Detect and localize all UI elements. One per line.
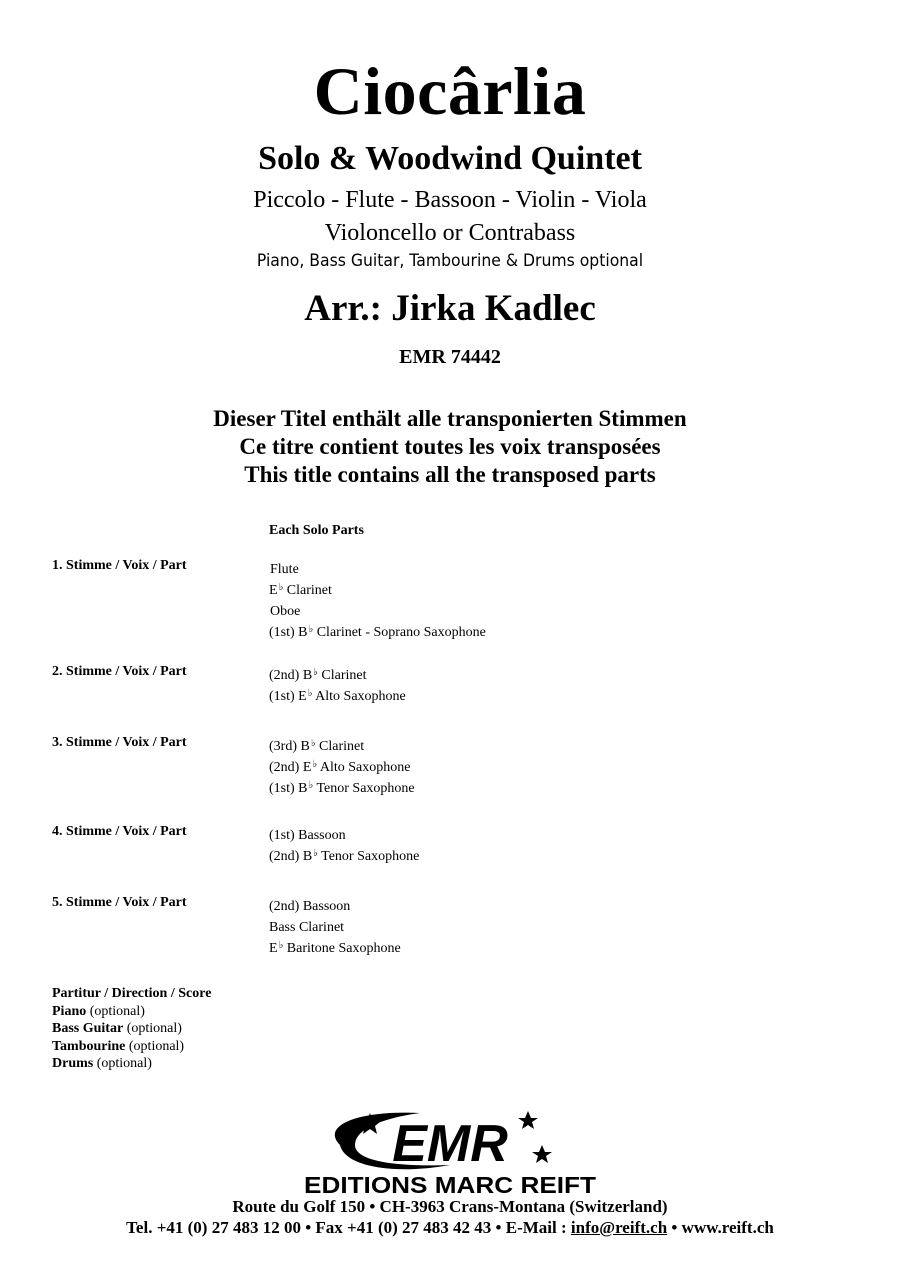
part-label: 2. Stimme / Voix / Part (52, 664, 187, 679)
score-item-drums: Drums (optional) (52, 1056, 152, 1071)
instrument-entry: Bass Clarinet (269, 920, 345, 935)
instrument-entry: (3rd) B♭ Clarinet (269, 738, 365, 754)
email-link[interactable]: info@reift.ch (570, 1218, 668, 1237)
part-label: 3. Stimme / Voix / Part (52, 735, 187, 750)
score-item-piano: Piano (optional) (52, 1003, 145, 1019)
instruments-line-3: Piano, Bass Guitar, Tambourine & Drums optional (256, 251, 644, 271)
score-item-tambourine: Tambourine (optional) (52, 1038, 185, 1054)
arranger: Arr.: Jirka Kadlec (304, 288, 596, 329)
instruments-line-2: Violoncello or Contrabass (324, 220, 576, 246)
part-instruments (269, 735, 415, 798)
part-label: 4. Stimme / Voix / Part (52, 824, 187, 839)
instrument-entry: (1st) Bassoon (269, 828, 346, 843)
flat-sign: ♭ (307, 688, 313, 699)
page-title: Ciocârlia (313, 53, 587, 129)
catalog-number: EMR 74442 (399, 346, 501, 368)
flat-sign: ♭ (310, 738, 316, 749)
subtitle: Solo & Woodwind Quintet (258, 140, 642, 177)
flat-sign: ♭ (308, 780, 314, 791)
part-instruments (269, 824, 419, 866)
instrument-entry: (2nd) B♭ Clarinet (269, 667, 367, 683)
notice-french: Ce titre contient toutes les voix transposées (239, 434, 661, 459)
instrument-entry: Oboe (270, 604, 301, 619)
flat-sign: ♭ (312, 759, 318, 770)
flat-sign: ♭ (278, 582, 284, 593)
transposition-notice (0, 405, 900, 489)
flat-sign: ♭ (278, 940, 284, 951)
logo-text: EMR (392, 1115, 508, 1173)
instruments-line-1: Piccolo - Flute - Bassoon - Violin - Viola (253, 187, 647, 213)
part-instruments (269, 558, 486, 642)
notice-english: This title contains all the transposed parts (244, 462, 656, 487)
instrument-entry: E♭ Clarinet (269, 582, 332, 598)
flat-sign: ♭ (308, 624, 314, 635)
instrument-entry: Flute (270, 562, 299, 577)
publisher-name: EDITIONS MARC REIFT (304, 1172, 596, 1197)
instrument-entry: (2nd) E♭ Alto Saxophone (269, 759, 411, 775)
instrument-entry: (1st) E♭ Alto Saxophone (269, 688, 406, 704)
publisher-contact: Tel. +41 (0) 27 483 12 00 • Fax +41 (0) 27 483 42 43 • E-Mail : info@reift.ch • www.reift.ch (126, 1218, 774, 1237)
instrument-entry: (1st) B♭ Tenor Saxophone (269, 780, 415, 796)
flat-sign: ♭ (313, 848, 318, 859)
publisher-logo (300, 1105, 600, 1197)
parts-column-header: Each Solo Parts (269, 523, 364, 538)
instrument-entry: E♭ Baritone Saxophone (269, 940, 401, 956)
part-instruments (269, 664, 406, 706)
part-label: 1. Stimme / Voix / Part (52, 558, 187, 573)
part-instruments (269, 895, 401, 958)
instrument-entry: (2nd) Bassoon (269, 899, 351, 914)
publisher-address: Route du Golf 150 • CH-3963 Crans-Montana (Switzerland) (232, 1197, 668, 1216)
score-section (52, 985, 211, 1073)
score-heading: Partitur / Direction / Score (52, 986, 212, 1001)
score-item-bass-guitar: Bass Guitar (optional) (52, 1021, 182, 1036)
notice-german: Dieser Titel enthält alle transponierten Stimmen (213, 406, 687, 431)
instrument-entry: (2nd) B♭ Tenor Saxophone (269, 848, 420, 864)
flat-sign: ♭ (313, 667, 318, 678)
instrument-entry: (1st) B♭ Clarinet - Soprano Saxophone (269, 624, 486, 640)
part-label: 5. Stimme / Voix / Part (52, 895, 187, 910)
